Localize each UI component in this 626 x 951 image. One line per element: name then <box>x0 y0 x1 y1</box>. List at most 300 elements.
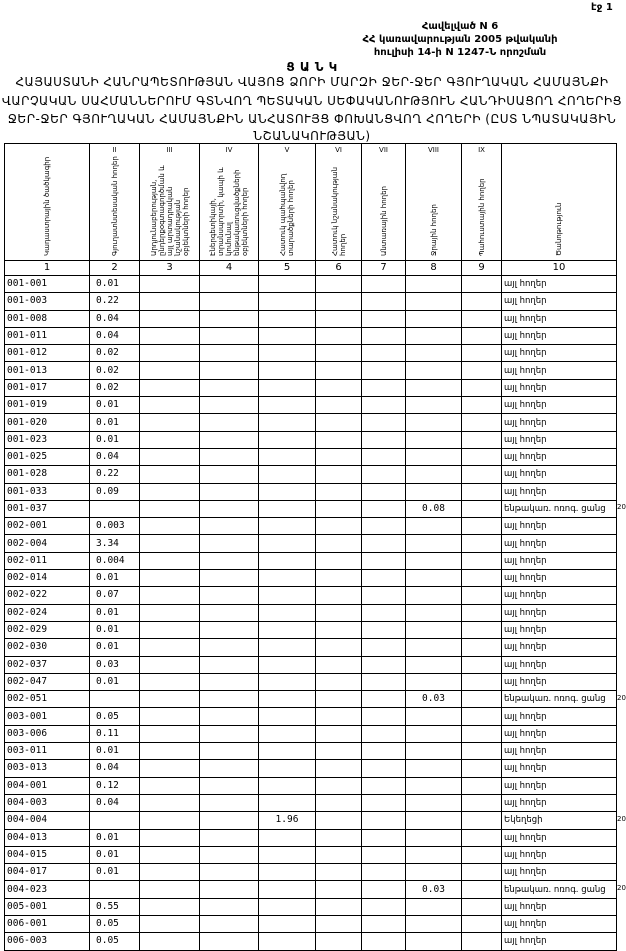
note-cell: այլ հողեր <box>502 466 617 483</box>
note-cell: այլ հողեր <box>502 552 617 569</box>
note-cell: այլ հողեր <box>502 639 617 656</box>
water-land-cell <box>406 345 462 362</box>
forest-land-cell <box>362 829 406 846</box>
cadastral-code-cell: 001-001 <box>5 276 90 293</box>
table-row <box>5 518 617 535</box>
special-land-cell <box>316 310 362 327</box>
special-land-cell <box>316 881 362 898</box>
special-land-cell <box>316 604 362 621</box>
special-land-cell <box>316 864 362 881</box>
special-land-cell <box>316 448 362 465</box>
column-header <box>5 144 90 261</box>
title-line: ՋԵՐ-ՋԵՐ ԳՅՈՒՂԱԿԱՆ ՀԱՄԱՅՆՔԻՆ ԱՆՀԱՏՈՒՅՑ ՓՈԽԱՆՑՎՈՂ ՀՈՂԵՐԻ (ԸՍՏ ՆՊԱՏԱԿԱՅԻՆ <box>7 112 617 126</box>
agricultural-land-cell: 0.22 <box>90 293 140 310</box>
infrastructure-land-cell <box>200 656 259 673</box>
protected-land-cell <box>259 397 316 414</box>
protected-land-cell <box>259 448 316 465</box>
table-row <box>5 881 617 898</box>
protected-land-cell <box>259 466 316 483</box>
forest-land-cell <box>362 777 406 794</box>
column-header <box>259 144 316 261</box>
industrial-land-cell <box>140 466 200 483</box>
industrial-land-cell <box>140 743 200 760</box>
header-row <box>5 144 617 261</box>
industrial-land-cell <box>140 327 200 344</box>
forest-land-cell <box>362 656 406 673</box>
protected-land-cell <box>259 673 316 690</box>
protected-land-cell <box>259 656 316 673</box>
note-cell: այլ հողեր <box>502 794 617 811</box>
infrastructure-land-cell <box>200 760 259 777</box>
special-land-cell <box>316 414 362 431</box>
reserve-land-cell <box>462 829 502 846</box>
special-land-cell <box>316 639 362 656</box>
agricultural-land-cell: 0.05 <box>90 933 140 950</box>
reserve-land-cell <box>462 864 502 881</box>
reserve-land-cell <box>462 898 502 915</box>
industrial-land-cell <box>140 673 200 690</box>
title-line: ՎԱՐՉԱԿԱՆ ՍԱՀՄԱՆՆԵՐՈՒՄ ԳՏՆՎՈՂ ՊԵՏԱԿԱՆ ՍԵՓԱԿԱՆՈՒԹՅՈՒՆ ՀԱՆԴԻՍԱՑՈՂ ՀՈՂԵՐԻՑ <box>1 94 623 108</box>
special-land-cell <box>316 760 362 777</box>
forest-land-cell <box>362 345 406 362</box>
reserve-land-cell <box>462 500 502 517</box>
infrastructure-land-cell <box>200 898 259 915</box>
table-row <box>5 570 617 587</box>
cadastral-code-cell: 002-047 <box>5 673 90 690</box>
infrastructure-land-cell <box>200 725 259 742</box>
industrial-land-cell <box>140 639 200 656</box>
agricultural-land-cell: 0.55 <box>90 898 140 915</box>
infrastructure-land-cell <box>200 310 259 327</box>
table-row <box>5 379 617 396</box>
infrastructure-land-cell <box>200 397 259 414</box>
cadastral-code-cell: 002-011 <box>5 552 90 569</box>
industrial-land-cell <box>140 829 200 846</box>
note-cell: այլ հողեր <box>502 327 617 344</box>
special-land-cell <box>316 829 362 846</box>
protected-land-cell <box>259 829 316 846</box>
water-land-cell <box>406 639 462 656</box>
water-land-cell: 0.03 <box>406 881 462 898</box>
cadastral-code-cell: 001-023 <box>5 431 90 448</box>
protected-land-cell <box>259 552 316 569</box>
special-land-cell <box>316 431 362 448</box>
infrastructure-land-cell <box>200 691 259 708</box>
column-header-label: Էներգետիկայի, տրանսպորտի, կապի և կոմունալ ենթակառուցվածքների օբյեկտների հողեր <box>209 167 249 256</box>
infrastructure-land-cell <box>200 500 259 517</box>
cadastral-code-cell: 001-012 <box>5 345 90 362</box>
forest-land-cell <box>362 673 406 690</box>
title-line: ՀԱՅԱՍՏԱՆԻ ՀԱՆՐԱՊԵՏՈՒԹՅԱՆ ՎԱՅՈՑ ՁՈՐԻ ՄԱՐԶԻ ՋԵՐ-ՋԵՐ ԳՅՈՒՂԱԿԱՆ ՀԱՄԱՅՆՔԻ <box>15 75 609 89</box>
forest-land-cell <box>362 327 406 344</box>
reserve-land-cell <box>462 276 502 293</box>
cadastral-code-cell: 004-015 <box>5 846 90 863</box>
agricultural-land-cell: 0.04 <box>90 794 140 811</box>
agricultural-land-cell: 0.01 <box>90 743 140 760</box>
industrial-land-cell <box>140 310 200 327</box>
reserve-land-cell <box>462 708 502 725</box>
industrial-land-cell <box>140 812 200 829</box>
industrial-land-cell <box>140 725 200 742</box>
water-land-cell <box>406 448 462 465</box>
industrial-land-cell <box>140 691 200 708</box>
special-land-cell <box>316 725 362 742</box>
table-row <box>5 743 617 760</box>
special-land-cell <box>316 691 362 708</box>
forest-land-cell <box>362 431 406 448</box>
industrial-land-cell <box>140 276 200 293</box>
forest-land-cell <box>362 743 406 760</box>
note-cell: այլ հողեր <box>502 448 617 465</box>
cadastral-code-cell: 003-001 <box>5 708 90 725</box>
roman-numeral: VII <box>379 146 388 154</box>
note-cell: այլ հողեր <box>502 397 617 414</box>
column-header-label: Անտառային հողեր <box>379 186 388 256</box>
reserve-land-cell <box>462 777 502 794</box>
infrastructure-land-cell <box>200 777 259 794</box>
column-number: 9 <box>462 261 502 276</box>
note-cell: այլ հողեր <box>502 743 617 760</box>
column-number: 8 <box>406 261 462 276</box>
note-cell: այլ հողեր <box>502 673 617 690</box>
cadastral-code-cell: 001-013 <box>5 362 90 379</box>
note-cell: այլ հողեր <box>502 535 617 552</box>
special-land-cell <box>316 276 362 293</box>
forest-land-cell <box>362 708 406 725</box>
cadastral-code-cell: 003-006 <box>5 725 90 742</box>
cadastral-code-cell: 001-020 <box>5 414 90 431</box>
note-cell: այլ հողեր <box>502 829 617 846</box>
special-land-cell <box>316 500 362 517</box>
reserve-land-cell <box>462 656 502 673</box>
roman-numeral: II <box>112 146 117 154</box>
infrastructure-land-cell <box>200 431 259 448</box>
margin-mark: 20 <box>617 814 626 823</box>
cadastral-code-cell: 001-028 <box>5 466 90 483</box>
agricultural-land-cell: 0.02 <box>90 362 140 379</box>
industrial-land-cell <box>140 570 200 587</box>
cadastral-code-cell: 003-011 <box>5 743 90 760</box>
cadastral-code-cell: 002-001 <box>5 518 90 535</box>
agricultural-land-cell: 0.01 <box>90 673 140 690</box>
forest-land-cell <box>362 621 406 638</box>
infrastructure-land-cell <box>200 483 259 500</box>
industrial-land-cell <box>140 915 200 932</box>
roman-numeral: VIII <box>428 146 439 154</box>
water-land-cell: 0.08 <box>406 500 462 517</box>
water-land-cell <box>406 673 462 690</box>
note-cell: այլ հողեր <box>502 864 617 881</box>
cadastral-code-cell: 002-029 <box>5 621 90 638</box>
column-header-label: Արդյունաբերության, ընդերքօգտագործման և այլ արտադրական նշանակության օբյեկտների հողեր <box>149 165 190 256</box>
forest-land-cell <box>362 639 406 656</box>
special-land-cell <box>316 483 362 500</box>
forest-land-cell <box>362 587 406 604</box>
infrastructure-land-cell <box>200 604 259 621</box>
special-land-cell <box>316 656 362 673</box>
cadastral-code-cell: 002-051 <box>5 691 90 708</box>
industrial-land-cell <box>140 760 200 777</box>
protected-land-cell <box>259 535 316 552</box>
forest-land-cell <box>362 293 406 310</box>
infrastructure-land-cell <box>200 345 259 362</box>
forest-land-cell <box>362 915 406 932</box>
table-row <box>5 604 617 621</box>
industrial-land-cell <box>140 898 200 915</box>
reserve-land-cell <box>462 794 502 811</box>
protected-land-cell <box>259 933 316 950</box>
column-header-label: Պահուստային հողեր <box>477 178 486 256</box>
industrial-land-cell <box>140 552 200 569</box>
special-land-cell <box>316 327 362 344</box>
agricultural-land-cell: 0.01 <box>90 276 140 293</box>
roman-numeral: VI <box>335 146 342 154</box>
roman-numeral: IX <box>478 146 485 154</box>
reserve-land-cell <box>462 621 502 638</box>
table-row <box>5 500 617 517</box>
column-header-label: Հատուկ պահպանվող տարածքների հողեր <box>279 173 295 256</box>
water-land-cell <box>406 794 462 811</box>
protected-land-cell <box>259 846 316 863</box>
agricultural-land-cell: 0.02 <box>90 345 140 362</box>
industrial-land-cell <box>140 345 200 362</box>
table-row <box>5 535 617 552</box>
protected-land-cell <box>259 431 316 448</box>
forest-land-cell <box>362 933 406 950</box>
margin-mark: 20 <box>617 883 626 892</box>
reserve-land-cell <box>462 483 502 500</box>
table-row <box>5 431 617 448</box>
column-header <box>362 144 406 261</box>
page-number: էջ 1 <box>591 2 613 13</box>
water-land-cell <box>406 621 462 638</box>
cadastral-code-cell: 002-030 <box>5 639 90 656</box>
cadastral-code-cell: 004-017 <box>5 864 90 881</box>
protected-land-cell <box>259 760 316 777</box>
industrial-land-cell <box>140 933 200 950</box>
industrial-land-cell <box>140 414 200 431</box>
water-land-cell <box>406 604 462 621</box>
table-row <box>5 794 617 811</box>
column-header <box>140 144 200 261</box>
special-land-cell <box>316 898 362 915</box>
note-cell: այլ հողեր <box>502 898 617 915</box>
infrastructure-land-cell <box>200 327 259 344</box>
table-row <box>5 293 617 310</box>
forest-land-cell <box>362 362 406 379</box>
infrastructure-land-cell <box>200 933 259 950</box>
special-land-cell <box>316 587 362 604</box>
protected-land-cell <box>259 864 316 881</box>
water-land-cell <box>406 846 462 863</box>
agricultural-land-cell: 0.01 <box>90 431 140 448</box>
infrastructure-land-cell <box>200 552 259 569</box>
table-row <box>5 639 617 656</box>
agricultural-land-cell: 0.09 <box>90 483 140 500</box>
table-row <box>5 725 617 742</box>
protected-land-cell <box>259 604 316 621</box>
cadastral-code-cell: 002-004 <box>5 535 90 552</box>
agricultural-land-cell: 3.34 <box>90 535 140 552</box>
protected-land-cell <box>259 777 316 794</box>
agricultural-land-cell: 0.07 <box>90 587 140 604</box>
water-land-cell <box>406 829 462 846</box>
cadastral-code-cell: 001-011 <box>5 327 90 344</box>
column-header-label: Գյուղատնտեսական հողեր <box>110 156 119 256</box>
special-land-cell <box>316 708 362 725</box>
forest-land-cell <box>362 310 406 327</box>
industrial-land-cell <box>140 431 200 448</box>
agricultural-land-cell <box>90 500 140 517</box>
note-cell: այլ հողեր <box>502 345 617 362</box>
forest-land-cell <box>362 864 406 881</box>
infrastructure-land-cell <box>200 466 259 483</box>
cadastral-code-cell: 005-001 <box>5 898 90 915</box>
column-header-label: Ջրային հողեր <box>429 204 438 256</box>
cadastral-code-cell: 002-014 <box>5 570 90 587</box>
industrial-land-cell <box>140 379 200 396</box>
table-row <box>5 864 617 881</box>
agricultural-land-cell: 0.01 <box>90 864 140 881</box>
forest-land-cell <box>362 500 406 517</box>
cadastral-code-cell: 004-013 <box>5 829 90 846</box>
water-land-cell <box>406 397 462 414</box>
special-land-cell <box>316 293 362 310</box>
note-cell: այլ հողեր <box>502 846 617 863</box>
protected-land-cell <box>259 570 316 587</box>
infrastructure-land-cell <box>200 621 259 638</box>
water-land-cell <box>406 933 462 950</box>
note-cell: այլ հողեր <box>502 483 617 500</box>
cadastral-code-cell: 002-024 <box>5 604 90 621</box>
table-row <box>5 362 617 379</box>
agricultural-land-cell: 0.12 <box>90 777 140 794</box>
forest-land-cell <box>362 414 406 431</box>
table-row <box>5 760 617 777</box>
forest-land-cell <box>362 379 406 396</box>
infrastructure-land-cell <box>200 414 259 431</box>
table-row <box>5 621 617 638</box>
note-cell: այլ հողեր <box>502 276 617 293</box>
infrastructure-land-cell <box>200 812 259 829</box>
water-land-cell <box>406 414 462 431</box>
agricultural-land-cell: 0.04 <box>90 310 140 327</box>
cadastral-code-cell: 004-003 <box>5 794 90 811</box>
cadastral-code-cell: 004-023 <box>5 881 90 898</box>
note-cell: այլ հողեր <box>502 570 617 587</box>
note-cell: այլ հողեր <box>502 621 617 638</box>
agricultural-land-cell: 0.05 <box>90 708 140 725</box>
forest-land-cell <box>362 276 406 293</box>
reserve-land-cell <box>462 431 502 448</box>
reserve-land-cell <box>462 673 502 690</box>
note-cell: այլ հողեր <box>502 933 617 950</box>
margin-mark: 20 <box>617 503 626 512</box>
table-row <box>5 708 617 725</box>
reserve-land-cell <box>462 362 502 379</box>
water-land-cell <box>406 310 462 327</box>
table-row <box>5 846 617 863</box>
agricultural-land-cell: 0.01 <box>90 639 140 656</box>
agricultural-land-cell: 0.05 <box>90 915 140 932</box>
water-land-cell <box>406 327 462 344</box>
water-land-cell <box>406 293 462 310</box>
protected-land-cell <box>259 587 316 604</box>
special-land-cell <box>316 552 362 569</box>
protected-land-cell <box>259 725 316 742</box>
water-land-cell <box>406 777 462 794</box>
agricultural-land-cell: 0.04 <box>90 760 140 777</box>
forest-land-cell <box>362 760 406 777</box>
infrastructure-land-cell <box>200 846 259 863</box>
cadastral-code-cell: 001-025 <box>5 448 90 465</box>
industrial-land-cell <box>140 587 200 604</box>
industrial-land-cell <box>140 293 200 310</box>
table-row <box>5 673 617 690</box>
reserve-land-cell <box>462 397 502 414</box>
protected-land-cell <box>259 794 316 811</box>
note-cell: այլ հողեր <box>502 518 617 535</box>
reserve-land-cell <box>462 915 502 932</box>
cadastral-code-cell: 001-019 <box>5 397 90 414</box>
table-row <box>5 552 617 569</box>
reserve-land-cell <box>462 639 502 656</box>
table-row <box>5 345 617 362</box>
agricultural-land-cell: 0.01 <box>90 829 140 846</box>
special-land-cell <box>316 518 362 535</box>
roman-numeral: V <box>284 146 290 154</box>
agricultural-land-cell: 0.03 <box>90 656 140 673</box>
agricultural-land-cell: 0.003 <box>90 518 140 535</box>
cadastral-code-cell: 001-003 <box>5 293 90 310</box>
protected-land-cell <box>259 276 316 293</box>
protected-land-cell <box>259 691 316 708</box>
water-land-cell <box>406 587 462 604</box>
agricultural-land-cell: 0.04 <box>90 448 140 465</box>
water-land-cell <box>406 276 462 293</box>
infrastructure-land-cell <box>200 915 259 932</box>
cadastral-code-cell: 002-037 <box>5 656 90 673</box>
special-land-cell <box>316 570 362 587</box>
infrastructure-land-cell <box>200 864 259 881</box>
agricultural-land-cell: 0.01 <box>90 414 140 431</box>
special-land-cell <box>316 397 362 414</box>
protected-land-cell <box>259 621 316 638</box>
table-row <box>5 812 617 829</box>
forest-land-cell <box>362 604 406 621</box>
infrastructure-land-cell <box>200 639 259 656</box>
appendix-line: հուլիսի 14-ի N 1247-Ն որոշման <box>373 47 547 58</box>
note-cell: ենթակառ. ոռոգ. ցանց <box>502 881 617 898</box>
reserve-land-cell <box>462 570 502 587</box>
appendix-line: ՀՀ կառավարության 2005 թվականի <box>362 34 558 45</box>
industrial-land-cell <box>140 656 200 673</box>
water-land-cell <box>406 898 462 915</box>
reserve-land-cell <box>462 327 502 344</box>
note-cell: այլ հողեր <box>502 362 617 379</box>
title-heading: Ց Ա Ն Կ <box>286 60 338 74</box>
cadastral-code-cell: 001-037 <box>5 500 90 517</box>
forest-land-cell <box>362 846 406 863</box>
industrial-land-cell <box>140 621 200 638</box>
table-row <box>5 310 617 327</box>
forest-land-cell <box>362 570 406 587</box>
reserve-land-cell <box>462 448 502 465</box>
note-cell: այլ հողեր <box>502 725 617 742</box>
protected-land-cell <box>259 362 316 379</box>
cadastral-code-cell: 001-017 <box>5 379 90 396</box>
protected-land-cell <box>259 915 316 932</box>
